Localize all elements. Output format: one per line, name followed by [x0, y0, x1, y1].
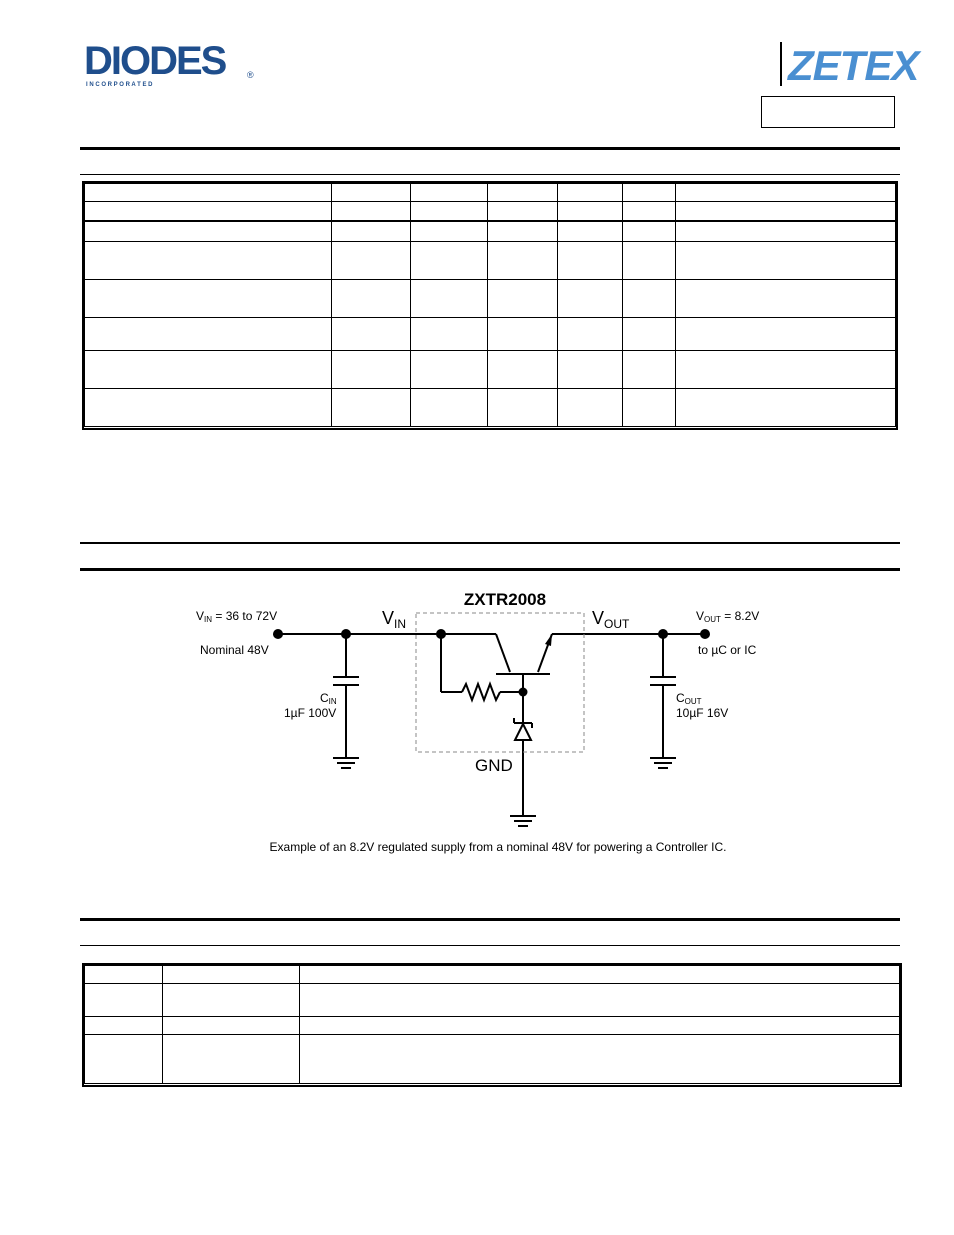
- diodes-logo: [84, 40, 254, 90]
- vin-spec-label: VIN = 36 to 72V: [196, 609, 278, 624]
- part-number-box: [761, 96, 895, 128]
- table-row: [85, 1017, 900, 1035]
- cout-label: COUT: [676, 691, 702, 706]
- section-rule: [80, 945, 900, 946]
- diodes-logo-text: DIODES: [84, 39, 226, 83]
- table-row: [85, 184, 896, 202]
- cin-value: 1µF 100V: [284, 706, 337, 720]
- vout-spec-label: VOUT = 8.2V: [696, 609, 760, 624]
- circuit-caption: Example of an 8.2V regulated supply from a nominal 48V for powering a Controller IC.: [269, 840, 727, 854]
- section-rule: [80, 918, 900, 921]
- zetex-logo-text: ZETEX: [788, 42, 919, 89]
- section-rule: [80, 174, 900, 175]
- section-rule: [80, 542, 900, 544]
- cin-label: CIN: [320, 691, 337, 706]
- vin-node-label: $V_{IN}$: [382, 608, 407, 631]
- section-rule: [80, 568, 900, 571]
- table-row: [85, 221, 896, 242]
- application-circuit: [180, 580, 780, 860]
- diodes-logo-tagline: I N C O R P O R A T E D: [86, 82, 153, 88]
- table-row: [85, 318, 896, 351]
- vout-target-label: to µC or IC: [698, 643, 757, 657]
- section-rule: [80, 147, 900, 150]
- gnd-label: GND: [475, 756, 513, 775]
- diodes-logo-mark: ®: [247, 70, 254, 80]
- table-row: [85, 280, 896, 318]
- table-row: [85, 966, 900, 984]
- table-row: [85, 389, 896, 427]
- vin-nominal-label: Nominal 48V: [200, 643, 269, 657]
- table-row: [85, 351, 896, 389]
- pin-table: [84, 965, 900, 1084]
- vout-node-label: $V_{OUT}$: [592, 608, 630, 631]
- zetex-logo: [780, 40, 919, 89]
- table-row: [85, 242, 896, 280]
- cout-value: 10µF 16V: [676, 706, 729, 720]
- part-label: ZXTR2008: [463, 590, 547, 609]
- spec-table: [84, 183, 896, 427]
- table-row: [85, 202, 896, 221]
- table-row: [85, 1035, 900, 1084]
- table-row: [85, 984, 900, 1017]
